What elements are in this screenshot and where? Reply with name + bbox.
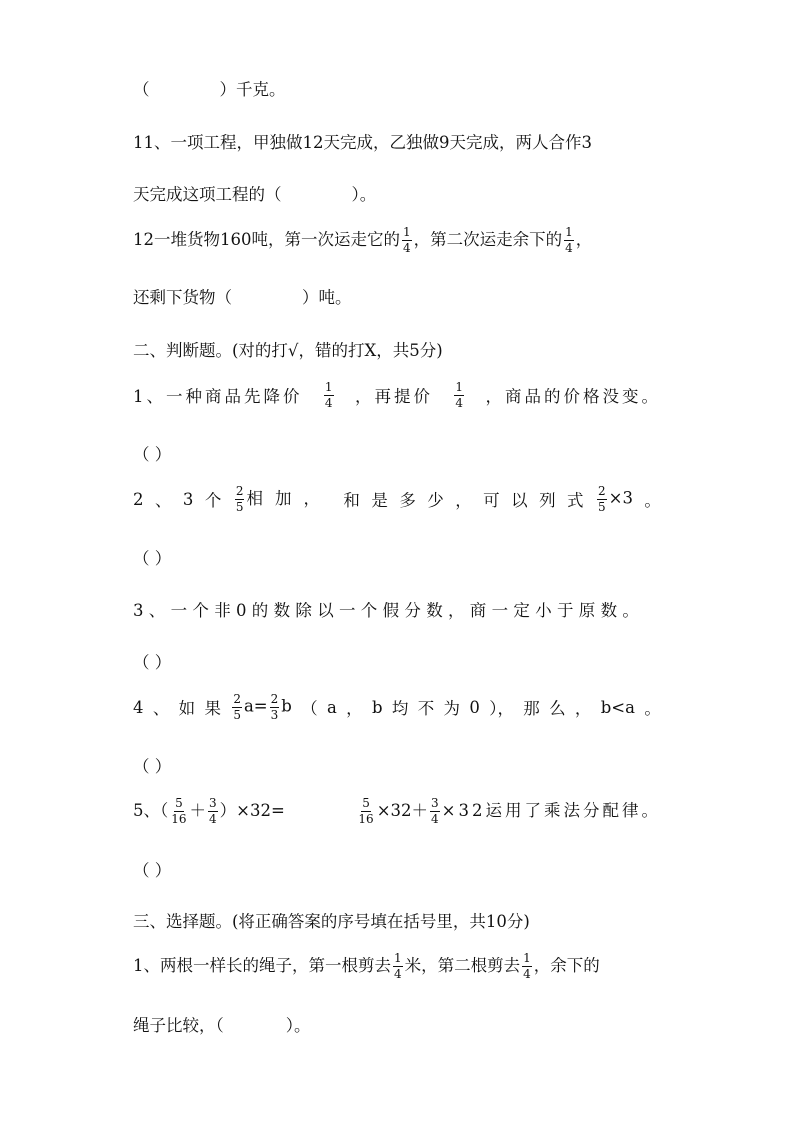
char: 4 [133,697,144,717]
fraction-denominator: 3 [270,707,279,722]
fraction-two-fifths [232,693,242,721]
fraction-numerator: 2 [597,484,606,499]
paren-open: （ [133,80,150,99]
char: 。 [644,491,661,511]
question-12-remaining-text: 还剩下货物（ [133,288,232,307]
fraction-one-quarter [564,226,574,254]
char: ， [346,699,363,719]
char: 可 [483,491,500,511]
fraction-denominator: 16 [171,812,187,826]
section-3-heading: 三、选择题。(将正确答案的序号填在括号里，共10分) [133,912,530,931]
char: 是 [371,491,388,511]
fraction-denominator: 4 [394,967,402,981]
char: 2 [133,489,144,509]
fraction-five-sixteenths [357,797,374,825]
fraction-numerator: 5 [362,796,370,811]
choice-1-close: ）。 [285,1016,311,1035]
judge-3-answer[interactable]: （ ） [133,653,172,672]
char: ， [455,491,472,511]
fraction-two-fifths [597,485,607,513]
choice-1-compare-text: 绳子比较，（ [133,1016,224,1035]
judge-1 [133,381,661,409]
fraction-denominator: 4 [209,812,217,826]
judge-4-a: a= [243,696,268,716]
char: ， [574,699,592,719]
judge-5 [133,797,661,826]
fraction-denominator: 5 [597,499,606,514]
fraction-denominator: 4 [403,241,411,255]
fraction-denominator: 4 [455,395,464,410]
fraction-two-thirds [270,693,280,721]
question-12-line-2 [133,284,352,308]
char: 么 [549,699,566,719]
fraction-denominator: 5 [233,707,241,722]
judge-1-text-2: ，再提价 [354,387,433,407]
fraction-numerator: 1 [565,225,573,240]
fraction-three-quarters [430,797,440,825]
judge-5-text-4: ×32运用了乘法分配律。 [441,801,661,820]
plus-sign: ＋ [189,801,207,820]
char: 个 [204,491,222,511]
char: 、 [154,491,172,511]
line-kilogram-blank [133,76,286,100]
choice-1-text-3: ，余下的 [533,956,600,975]
fraction-numerator: 1 [394,951,402,966]
char: 式 [567,491,584,511]
judge-3: 3、一个非0的数除以一个假分数，商一定小于原数。 [133,601,645,620]
fraction-denominator: 16 [358,812,374,826]
char: 果 [204,699,221,719]
fraction-denominator: 4 [523,967,531,981]
judge-1-answer[interactable]: （ ） [133,445,172,464]
char: b [371,697,383,717]
question-11-line-2 [133,181,376,205]
char: 、 [152,699,170,719]
fraction-two-fifths [235,485,245,513]
judge-4-answer[interactable]: （ ） [133,757,172,776]
fraction-one-quarter [393,952,403,980]
fraction-one-quarter [402,226,412,254]
choice-1-text-1: 1、两根一样长的绳子，第一根剪去 [133,956,391,975]
fraction-numerator: 3 [209,796,217,811]
char: 为 [443,699,461,719]
char: 少 [427,491,444,511]
fraction-three-quarters [208,797,218,825]
judge-1-text-3: ，商品的价格没变。 [485,387,661,407]
char: ）， [489,699,514,719]
char: 3 [182,489,194,509]
fraction-five-sixteenths [170,797,187,825]
judge-5-text-1: 5、（ [133,801,169,820]
judge-1-text-1: 1、一种商品先降价 [133,387,303,407]
paren-close-text: ）千克。 [219,80,286,99]
judge-5-text-3: ×32＋ [376,801,429,820]
fraction-numerator: 2 [233,692,241,706]
judge-4 [133,693,661,721]
char: 如 [178,699,196,719]
fraction-numerator: 5 [175,796,183,811]
fraction-numerator: 1 [403,225,411,240]
fraction-one-quarter [522,952,532,980]
question-11-close: ）。 [351,185,377,204]
judge-2 [133,485,661,514]
char: 列 [539,491,556,511]
question-12-text-3: ， [575,230,593,249]
char: 多 [399,491,416,511]
fraction-numerator: 1 [455,380,464,394]
char: 那 [523,699,540,719]
section-2-heading: 二、判断题。(对的打√，错的打X，共5分) [133,341,443,360]
char: b<a [600,697,635,717]
fraction-numerator: 1 [523,951,531,966]
judge-2-times-three: ×3 [608,488,633,508]
char: （ [301,699,318,719]
question-11-text: 天完成这项工程的（ [133,185,282,204]
judge-2-text: 相加， [246,489,332,508]
question-12-unit: ）吨。 [302,288,352,307]
char: 不 [417,699,435,719]
char: 均 [391,699,409,719]
fraction-one-quarter [454,381,464,409]
judge-2-answer[interactable]: （ ） [133,549,172,568]
question-12-line-1 [133,226,592,255]
question-11-line-1: 11、一项工程，甲独做12天完成，乙独做9天完成，两人合作3 [133,133,592,152]
judge-5-answer[interactable]: （ ） [133,861,172,880]
question-12-text-1: 12一堆货物160吨，第一次运走它的 [133,230,400,249]
char: 0 [469,697,480,717]
char: 和 [343,491,360,511]
fraction-denominator: 4 [431,812,439,826]
fraction-denominator: 4 [565,241,573,255]
fraction-numerator: 2 [270,692,279,706]
judge-5-text-2: ）×32= [219,801,285,820]
choice-1-text-2: 米，第二根剪去 [404,956,521,975]
char: a [326,697,337,717]
char: 以 [511,491,528,511]
fraction-one-quarter [324,381,334,409]
fraction-denominator: 4 [324,395,333,410]
judge-4-b: b [281,696,292,716]
question-12-text-2: ，第二次运走余下的 [413,230,563,249]
fraction-numerator: 1 [324,380,333,394]
fraction-denominator: 5 [235,500,244,514]
choice-1-line-1 [133,952,600,981]
fraction-numerator: 3 [431,796,439,811]
choice-1-line-2 [133,1012,311,1036]
fraction-numerator: 2 [235,484,244,499]
char: 。 [644,699,661,719]
